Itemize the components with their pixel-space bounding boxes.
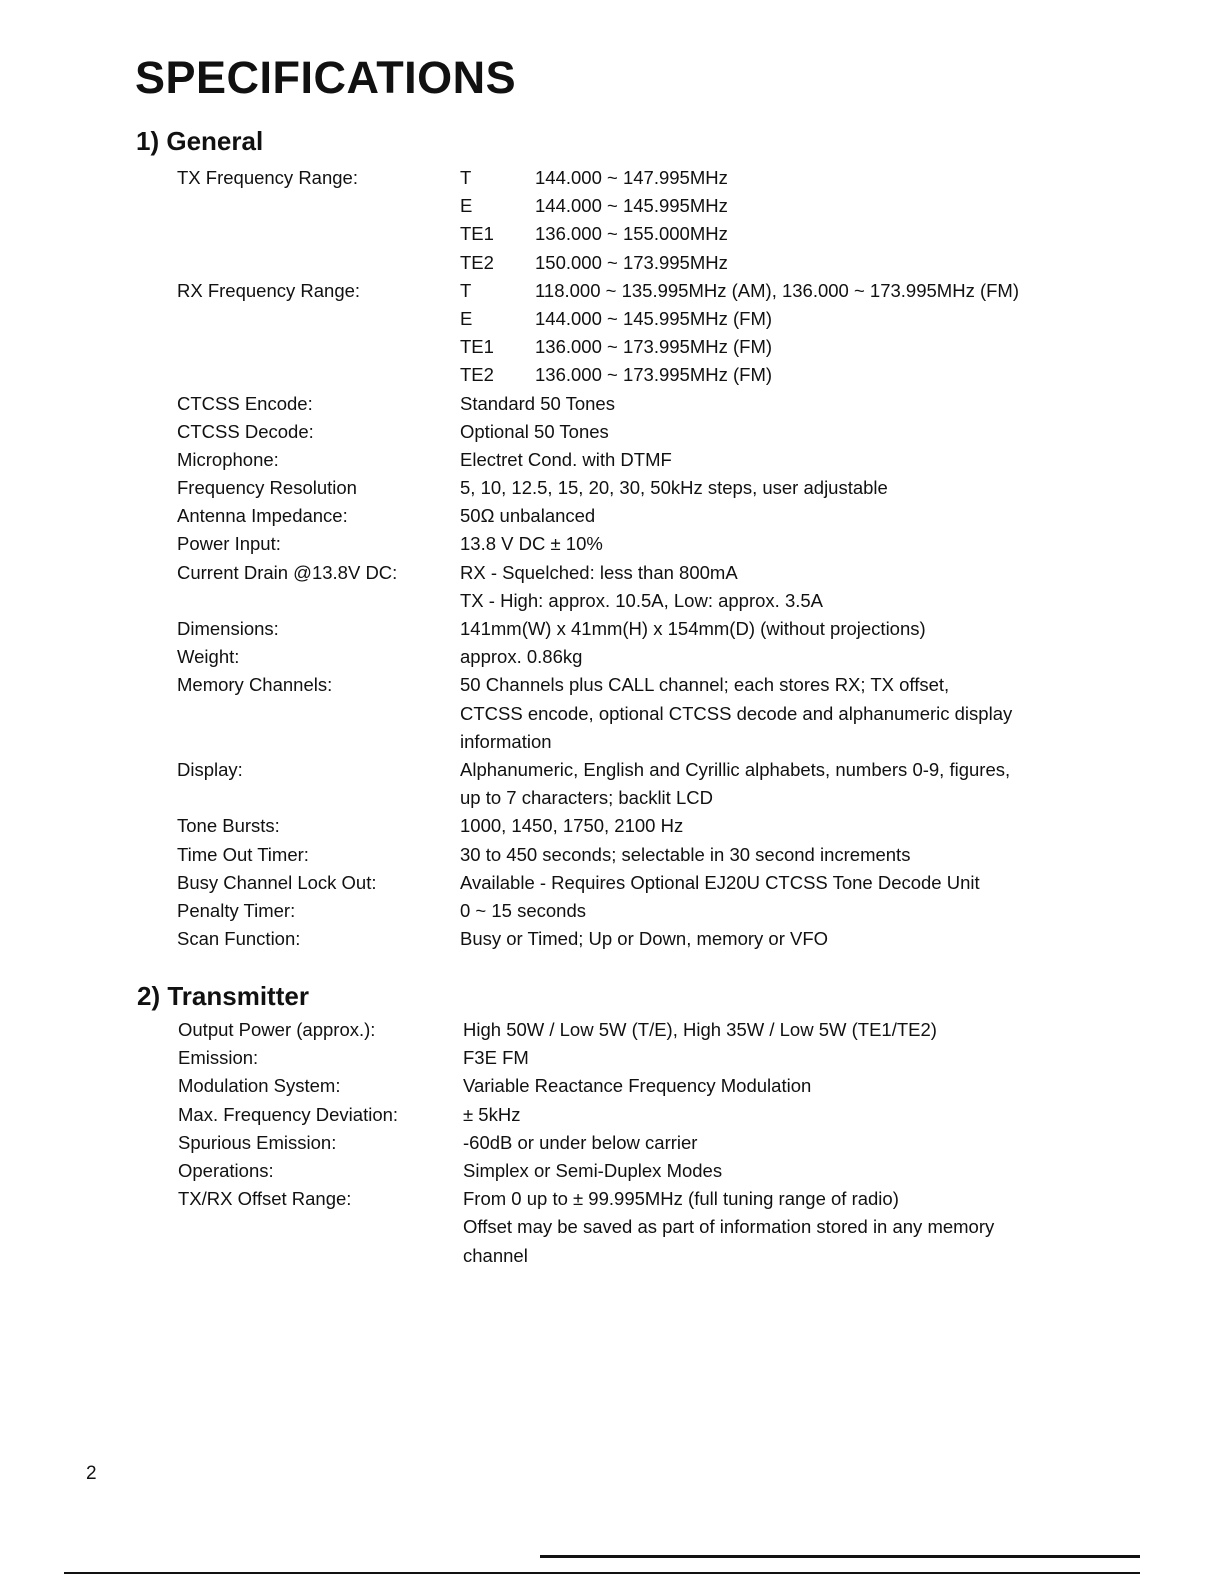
spec-row: [178, 1129, 1078, 1157]
page-title: SPECIFICATIONS: [135, 52, 517, 103]
spec-value: 30 to 450 seconds; selectable in 30 second increments: [460, 843, 911, 865]
spec-row: [177, 192, 1077, 220]
spec-value: Offset may be saved as part of information stored in any memory: [463, 1216, 995, 1238]
spec-value: Standard 50 Tones: [460, 392, 615, 414]
spec-row: [177, 220, 1077, 248]
spec-value: 144.000 ~ 145.995MHz: [535, 195, 728, 217]
spec-model-variant: TE2: [460, 251, 494, 273]
spec-value: 118.000 ~ 135.995MHz (AM), 136.000 ~ 173.995MHz (FM): [535, 279, 1019, 301]
spec-row: [177, 530, 1077, 558]
spec-value: Available - Requires Optional EJ20U CTCSS Tone Decode Unit: [460, 871, 980, 893]
transmitter-spec-list: [178, 1016, 1078, 1270]
spec-label: Microphone:: [177, 448, 279, 470]
spec-value: approx. 0.86kg: [460, 646, 583, 668]
section-heading-transmitter: 2) Transmitter: [137, 981, 309, 1011]
spec-label: Tone Bursts:: [177, 815, 280, 837]
spec-row: [177, 390, 1077, 418]
spec-row: [177, 925, 1077, 953]
spec-row: [178, 1185, 1078, 1213]
spec-label: RX Frequency Range:: [177, 279, 361, 301]
spec-row: [177, 502, 1077, 530]
spec-row: [177, 784, 1077, 812]
spec-value: 0 ~ 15 seconds: [460, 899, 586, 921]
spec-value: TX - High: approx. 10.5A, Low: approx. 3.5A: [460, 589, 823, 611]
spec-model-variant: T: [460, 167, 472, 188]
spec-model-variant: E: [460, 307, 473, 329]
spec-value: 5, 10, 12.5, 15, 20, 30, 50kHz steps, user adjustable: [460, 477, 888, 499]
spec-value: 50Ω unbalanced: [460, 505, 596, 527]
spec-label: Penalty Timer:: [177, 899, 296, 921]
spec-label: Max. Frequency Deviation:: [178, 1103, 399, 1125]
spec-row: [177, 277, 1077, 305]
spec-value: Alphanumeric, English and Cyrillic alphabets, numbers 0-9, figures,: [460, 758, 1011, 780]
spec-value: 50 Channels plus CALL channel; each stores RX; TX offset,: [460, 674, 950, 696]
spec-value: Electret Cond. with DTMF: [460, 448, 672, 470]
spec-row: [177, 587, 1077, 615]
spec-row: [177, 361, 1077, 389]
section-heading-general: 1) General: [136, 126, 264, 156]
spec-value: 144.000 ~ 147.995MHz: [535, 167, 728, 188]
spec-label: Current Drain @13.8V DC:: [177, 561, 398, 583]
spec-row: [177, 249, 1077, 277]
spec-label: Operations:: [178, 1159, 274, 1181]
spec-value: 1000, 1450, 1750, 2100 Hz: [460, 815, 684, 837]
spec-value: 150.000 ~ 173.995MHz: [535, 251, 728, 273]
spec-value: Busy or Timed; Up or Down, memory or VFO: [460, 928, 829, 950]
spec-value: 141mm(W) x 41mm(H) x 154mm(D) (without projections): [460, 618, 926, 639]
general-spec-list: [177, 164, 1077, 953]
spec-row: [177, 700, 1077, 728]
spec-row: [177, 164, 1077, 192]
spec-row: [177, 615, 1077, 643]
spec-row: [177, 812, 1077, 840]
spec-value: channel: [463, 1244, 528, 1266]
spec-label: Frequency Resolution: [177, 477, 357, 499]
spec-label: Modulation System:: [178, 1075, 341, 1097]
spec-label: TX/RX Offset Range:: [178, 1188, 352, 1210]
spec-value: CTCSS encode, optional CTCSS decode and alphanumeric display: [460, 702, 1013, 724]
spec-row: [178, 1016, 1078, 1044]
spec-label: Dimensions:: [177, 618, 279, 639]
spec-row: [177, 559, 1077, 587]
spec-value: From 0 up to ± 99.995MHz (full tuning range of radio): [463, 1188, 899, 1210]
spec-value: F3E FM: [463, 1047, 529, 1069]
spec-value: 144.000 ~ 145.995MHz (FM): [535, 307, 773, 329]
spec-row: [177, 841, 1077, 869]
spec-label: Memory Channels:: [177, 674, 333, 696]
spec-value: Optional 50 Tones: [460, 420, 609, 442]
spec-value: -60dB or under below carrier: [463, 1131, 698, 1153]
spec-row: [178, 1242, 1078, 1270]
spec-row: [177, 728, 1077, 756]
spec-row: [178, 1044, 1078, 1072]
spec-value: High 50W / Low 5W (T/E), High 35W / Low 5W (TE1/TE2): [463, 1019, 937, 1040]
spec-row: [178, 1213, 1078, 1241]
spec-value: information: [460, 730, 552, 752]
spec-label: Antenna Impedance:: [177, 505, 348, 527]
spec-label: Busy Channel Lock Out:: [177, 871, 377, 893]
spec-row: [177, 643, 1077, 671]
spec-row: [177, 305, 1077, 333]
spec-row: [177, 418, 1077, 446]
spec-row: [178, 1157, 1078, 1185]
spec-model-variant: TE1: [460, 223, 494, 245]
spec-model-variant: TE1: [460, 336, 494, 358]
spec-value: Simplex or Semi-Duplex Modes: [463, 1159, 723, 1181]
spec-row: [177, 333, 1077, 361]
spec-label: CTCSS Decode:: [177, 420, 314, 442]
spec-row: [177, 474, 1077, 502]
spec-label: Scan Function:: [177, 928, 301, 950]
spec-label: Emission:: [178, 1047, 259, 1069]
spec-row: [178, 1072, 1078, 1100]
spec-model-variant: TE2: [460, 364, 494, 386]
spec-label: CTCSS Encode:: [177, 392, 313, 414]
spec-row: [178, 1101, 1078, 1129]
spec-label: Time Out Timer:: [177, 843, 309, 865]
spec-model-variant: T: [460, 279, 472, 301]
spec-label: Output Power (approx.):: [178, 1019, 376, 1040]
spec-value: up to 7 characters; backlit LCD: [460, 787, 713, 809]
spec-value: 136.000 ~ 173.995MHz (FM): [535, 336, 773, 358]
spec-model-variant: E: [460, 195, 473, 217]
spec-value: 136.000 ~ 155.000MHz: [535, 223, 728, 245]
spec-label: Display:: [177, 758, 243, 780]
spec-label: Weight:: [177, 646, 240, 668]
page-number: 2: [86, 1463, 97, 1484]
spec-value: RX - Squelched: less than 800mA: [460, 561, 738, 583]
spec-row: [177, 446, 1077, 474]
spec-value: 13.8 V DC ± 10%: [460, 533, 603, 555]
spec-label: TX Frequency Range:: [177, 167, 358, 188]
spec-row: [177, 671, 1077, 699]
spec-row: [177, 869, 1077, 897]
spec-value: 136.000 ~ 173.995MHz (FM): [535, 364, 773, 386]
spec-label: Power Input:: [177, 533, 281, 555]
footer-rule-top: [540, 1555, 1140, 1558]
spec-row: [177, 756, 1077, 784]
spec-value: Variable Reactance Frequency Modulation: [463, 1075, 812, 1097]
spec-value: ± 5kHz: [463, 1103, 521, 1125]
spec-label: Spurious Emission:: [178, 1131, 337, 1153]
spec-row: [177, 897, 1077, 925]
footer-rule-bottom: [64, 1572, 1140, 1574]
